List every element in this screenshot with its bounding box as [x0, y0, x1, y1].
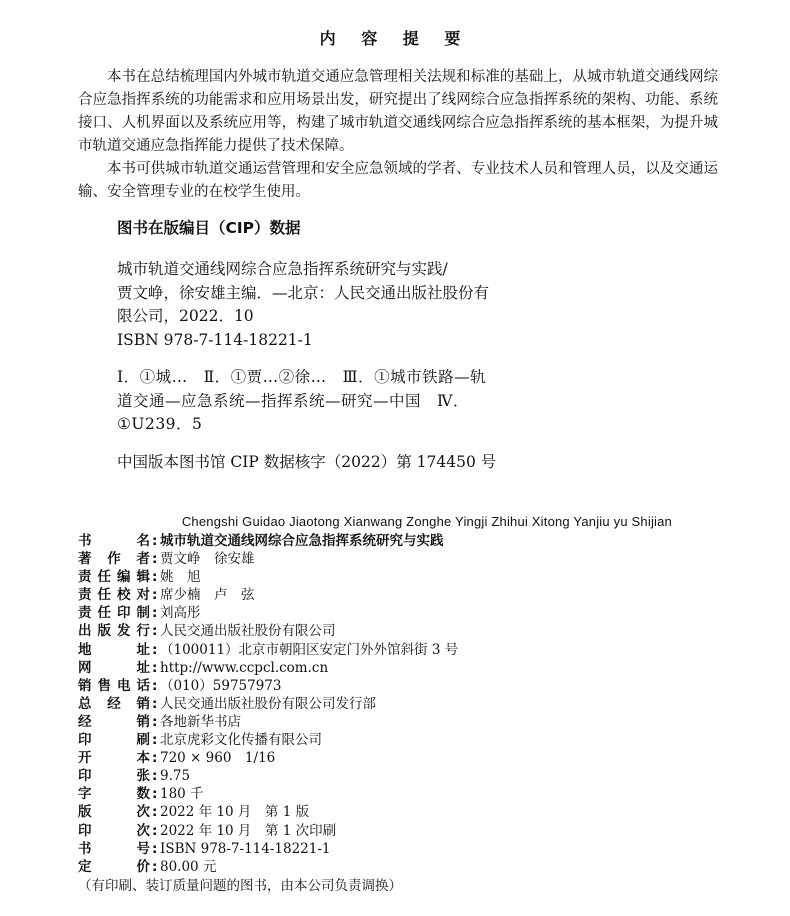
colophon-value: 180 千 — [160, 786, 204, 803]
colophon-row-edition: 版 次 : 2022 年 10 月 第 1 版 — [78, 804, 310, 821]
colophon-row-format: 开 本 : 720 × 960 1/16 — [78, 750, 276, 767]
colophon-value: 人民交通出版社股份有限公司发行部 — [160, 695, 376, 712]
colophon-label: 网 址 — [78, 659, 150, 676]
cip-isbn: ISBN 978-7-114-18221-1 — [117, 330, 313, 349]
colophon-label: 责任印制 — [78, 605, 150, 622]
colophon-row-general-distributor: 总 经 销 : 人民交通出版社股份有限公司发行部 — [78, 695, 376, 712]
colophon-value: http://www.ccpcl.com.cn — [160, 659, 329, 676]
colophon-value: 人民交通出版社股份有限公司 — [160, 623, 336, 640]
colophon-row-price: 定 价 : 80.00 元 — [78, 858, 217, 875]
cip-line: 贾文峥，徐安雄主编．—北京：人民交通出版社股份有 — [117, 283, 490, 302]
colophon-row-address: 地 址 : （100011）北京市朝阳区安定门外外馆斜街 3 号 — [78, 641, 459, 658]
colophon-value: 北京虎彩文化传播有限公司 — [160, 732, 322, 749]
cip-classification: 道交通—应急系统—指挥系统—研究—中国 Ⅳ． — [117, 391, 469, 410]
colophon-label: 印 刷 — [78, 732, 150, 749]
colophon-row-publisher: 出版发行 : 人民交通出版社股份有限公司 — [78, 623, 336, 640]
colophon-row-printing: 印 次 : 2022 年 10 月 第 1 次印刷 — [78, 822, 337, 839]
abstract-paragraph: 本书在总结梳理国内外城市轨道交通应急管理相关法规和标准的基础上，从城市轨道交通线网综合应急指挥系统的功能需求和应用场景出发，研究提出了线网综合应急指挥系统的架构、功能、系统接口、人机界面以及系统应用等，构建了城市轨道交通线网综合应急指挥系统的基本框架，为提升城市轨道交通应急指挥能力提供了技术保障。 — [78, 69, 718, 154]
colophon-row-website: 网 址 : http://www.ccpcl.com.cn — [78, 659, 329, 676]
abstract — [78, 66, 718, 204]
colophon-label: 责任编辑 — [78, 569, 150, 586]
colophon-value: 各地新华书店 — [160, 713, 241, 730]
colophon-row-sales-phone: 销售电话 : （010）59757973 — [78, 677, 282, 694]
quality-notice: （有印刷、装订质量问题的图书，由本公司负责调换） — [78, 877, 402, 894]
colophon-row-editor: 责任编辑 : 姚 旭 — [78, 569, 201, 586]
colophon-label: 字 数 — [78, 786, 150, 803]
colophon — [78, 532, 698, 895]
colophon-value: 姚 旭 — [160, 569, 201, 586]
page-title: 内 容 提 要 — [319, 29, 471, 48]
colophon-label: 书 号 — [78, 840, 150, 857]
cip-heading: 图书在版编目（CIP）数据 — [117, 219, 301, 237]
cip-classification: Ⅰ．①城… Ⅱ．①贾…②徐… Ⅲ．①城市铁路—轨 — [117, 368, 487, 386]
colophon-value: 80.00 元 — [160, 858, 217, 875]
colophon-value: 贾文峥 徐安雄 — [160, 551, 255, 568]
colophon-row-print-supervisor: 责任印制 : 刘高彤 — [78, 605, 201, 622]
pinyin-title: Chengshi Guidao Jiaotong Xianwang Zonghe Yingji Zhihui Xitong Yanjiu yu Shijian — [181, 514, 672, 529]
colophon-row-printer: 印 刷 : 北京虎彩文化传播有限公司 — [78, 732, 322, 749]
cip-classification: ①U239．5 — [117, 415, 203, 433]
colophon-label: 经 销 — [78, 713, 150, 730]
colophon-value: ISBN 978-7-114-18221-1 — [160, 840, 331, 857]
colophon-label: 地 址 — [78, 641, 150, 658]
colophon-label: 印 张 — [78, 768, 150, 785]
cip-number: 中国版本图书馆 CIP 数据核字（2022）第 174450 号 — [117, 452, 497, 471]
colophon-label: 书 名 — [78, 533, 150, 549]
colophon-row-word-count: 字 数 : 180 千 — [78, 786, 204, 803]
colophon-row-isbn: 书 号 : ISBN 978-7-114-18221-1 — [78, 840, 331, 857]
colophon-value: 9.75 — [160, 768, 191, 785]
colophon-value: 刘高彤 — [160, 605, 201, 622]
colophon-value: （100011）北京市朝阳区安定门外外馆斜街 3 号 — [160, 641, 459, 658]
colophon-row-title: 书 名 : 城市轨道交通线网综合应急指挥系统研究与实践 — [78, 533, 444, 549]
colophon-label: 著 作 者 — [78, 551, 150, 568]
abstract-paragraph: 本书可供城市轨道交通运营管理和安全应急领域的学者、专业技术人员和管理人员，以及交通运输、安全管理专业的在校学生使用。 — [78, 161, 718, 200]
colophon-row-sheets: 印 张 : 9.75 — [78, 768, 191, 785]
colophon-label: 责任校对 — [78, 587, 150, 604]
cip-record — [117, 258, 627, 474]
colophon-row-distributor: 经 销 : 各地新华书店 — [78, 713, 241, 730]
colophon-value: （010）59757973 — [160, 677, 282, 694]
colophon-row-author: 著 作 者 : 贾文峥 徐安雄 — [78, 551, 255, 568]
colophon-label: 开 本 — [78, 750, 150, 767]
colophon-label: 定 价 — [78, 858, 150, 875]
colophon-value: 席少楠 卢 弦 — [160, 587, 255, 604]
colophon-value: 720 × 960 1/16 — [160, 750, 276, 767]
colophon-label: 销售电话 — [78, 677, 150, 694]
colophon-label: 印 次 — [78, 822, 150, 839]
colophon-value: 2022 年 10 月 第 1 版 — [160, 804, 310, 821]
colophon-value: 2022 年 10 月 第 1 次印刷 — [160, 822, 337, 839]
colophon-label: 版 次 — [78, 804, 150, 821]
cip-line: 限公司，2022．10 — [117, 307, 254, 325]
colophon-label: 出版发行 — [78, 623, 150, 640]
colophon-label: 总 经 销 — [78, 695, 150, 712]
colophon-value: 城市轨道交通线网综合应急指挥系统研究与实践 — [160, 533, 444, 549]
colophon-row-proofreader: 责任校对 : 席少楠 卢 弦 — [78, 587, 255, 604]
cip-line: 城市轨道交通线网综合应急指挥系统研究与实践/ — [117, 260, 448, 278]
